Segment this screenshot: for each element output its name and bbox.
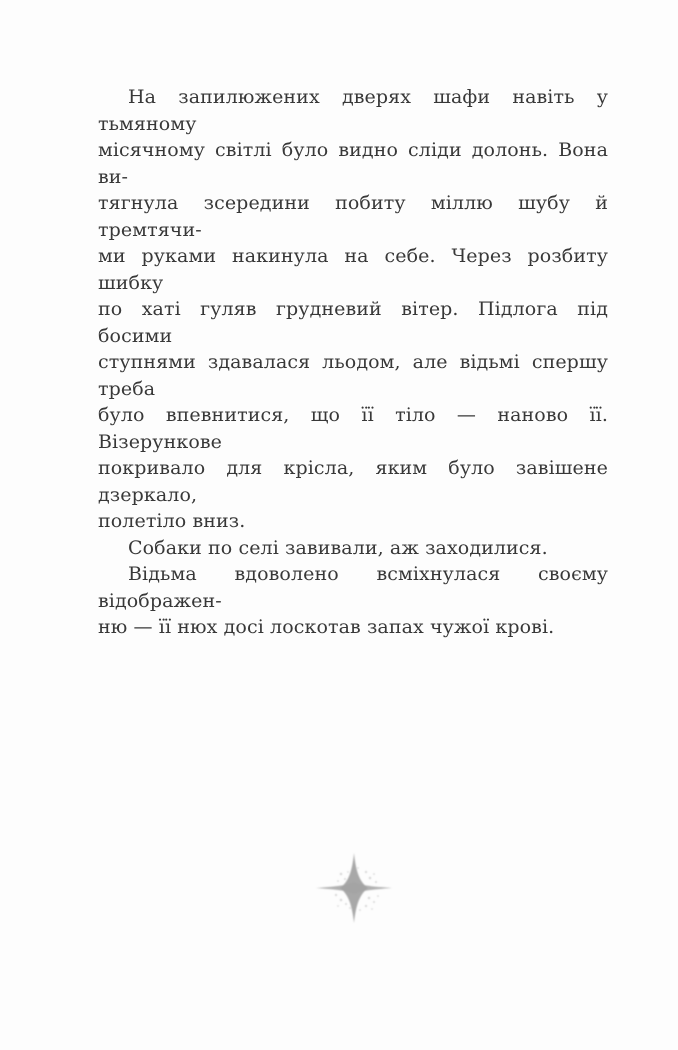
text-line: покривало для крісла, яким було завішене дзеркало,: [98, 457, 608, 506]
text-line: ступнями здавалася льодом, але відьмі спершу треба: [98, 351, 608, 400]
text-line: тягнула зсередини побиту міллю шубу й тремтячи-: [98, 192, 608, 241]
text-line: ню — її нюх досі лоскотав запах чужої крові.: [98, 616, 555, 638]
text-line: полетіло вниз.: [98, 510, 246, 532]
text-line: ми руками накинула на себе. Через розбиту шибку: [98, 245, 608, 294]
text-line: місячному світлі було видно сліди долонь. Вона ви-: [98, 139, 608, 188]
paragraph: [98, 535, 608, 562]
text-block: [98, 84, 608, 641]
text-line: Відьма вдоволено всміхнулася своєму відображен-: [98, 563, 608, 612]
text-line: по хаті гуляв грудневий вітер. Підлога під босими: [98, 298, 608, 347]
four-pointed-sparkle-icon: [314, 852, 394, 924]
text-line: На запилюжених дверях шафи навіть у тьмяному: [98, 86, 608, 135]
text-line: було впевнитися, що її тіло — наново її. Візерункове: [98, 404, 608, 453]
text-line: Собаки по селі завивали, аж заходилися.: [128, 536, 548, 559]
paragraph: [98, 84, 608, 535]
scene-break-ornament: [314, 852, 394, 924]
paragraph: [98, 561, 608, 641]
